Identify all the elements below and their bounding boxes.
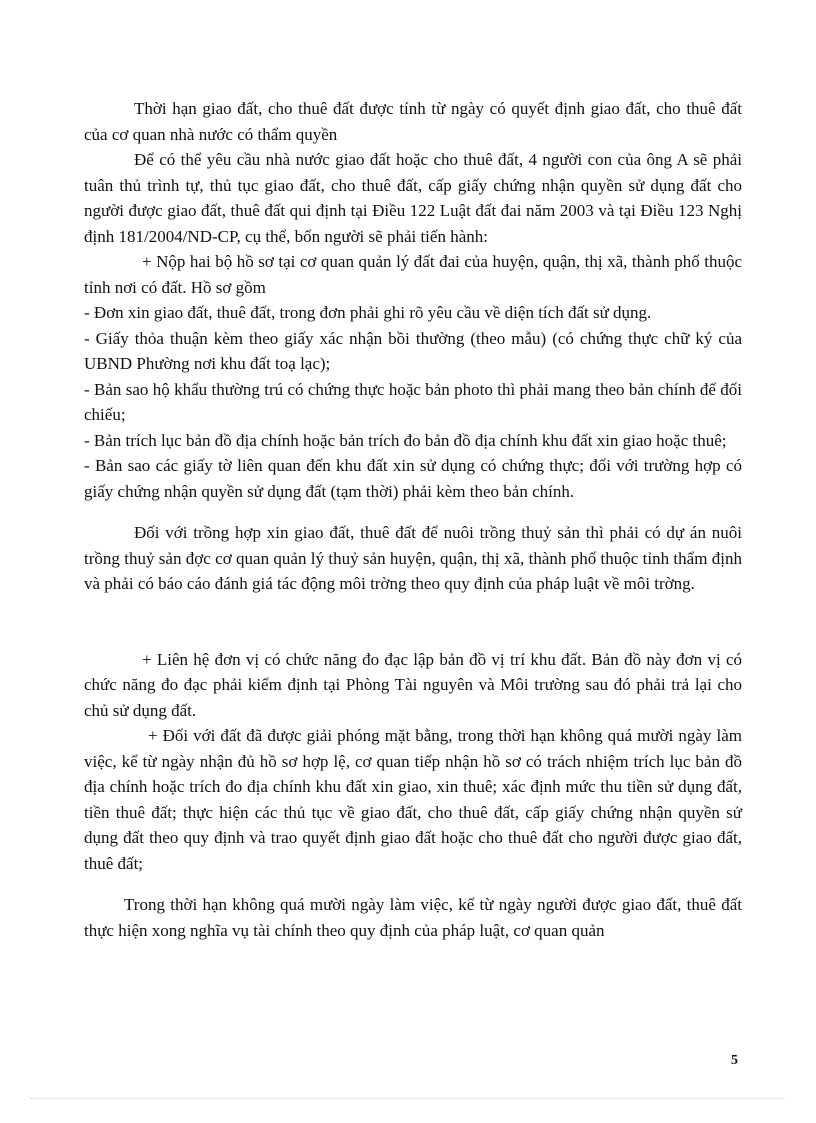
list-item-household-copy: - Bản sao hộ khẩu thường trú có chứng thực hoặc bản photo thì phải mang theo bản chính để đối chiếu; <box>84 379 742 424</box>
paragraph-procedure: Để có thể yêu cầu nhà nước giao đất hoặc cho thuê đất, 4 người con của ông A sẽ phải tuân thủ trình tự, thủ tục giao đất, cho thuê đất, cấp giấy chứng nhận quyền sử dụng đất cho người được giao đất, thuê đất qui định tại Điều 122 Luật đất đai năm 2003 và tại Điều 123 Nghị định 181/2004/ND-CP, cụ thể, bốn người sẽ phải tiến hành: <box>84 150 742 246</box>
paragraph-survey-unit: + Liên hệ đơn vị có chức năng đo đạc lập bản đồ vị trí khu đất. Bản đồ này đơn vị có chức năng đo đạc phải kiểm định tại Phòng Tài nguyên và Môi trường sau đó phải trả lại cho chủ sử dụng đất. <box>84 649 742 720</box>
footer-divider <box>30 1098 786 1099</box>
paragraph-cleared-land: + Đối với đất đã được giải phóng mặt bằng, trong thời hạn không quá mười ngày làm việc, kể từ ngày nhận đủ hồ sơ hợp lệ, cơ quan tiếp nhận hồ sơ có trách nhiệm trích lục bản đồ địa chính hoặc trích đo địa chính khu đất xin giao, xin thuê; xác định mức thu tiền sử dụng đất, tiền thuê đất; thực hiện các thủ tục về giao đất, cho thuê đất, cấp giấy chứng nhận quyền sử dụng đất theo quy định và trao quyết định giao đất hoặc cho thuê đất cho người được giao đất, thuê đất; <box>84 726 742 873</box>
list-item-land-documents: - Bản sao các giấy tờ liên quan đến khu đất xin sử dụng có chứng thực; đối với trường hợp có giấy chứng nhận quyền sử dụng đất (tạm thời) phải kèm theo bản chính. <box>84 456 742 501</box>
paragraph-aquaculture: Đối với trồng hợp xin giao đất, thuê đất để nuôi trồng thuỷ sản thì phải có dự án nuôi trồng thuỷ sản đợc cơ quan quản lý thuỷ sản huyện, quận, thị xã, thành phố thuộc tỉnh thẩm định và phải có báo cáo đánh giá tác động môi trờng theo quy định của pháp luật về môi trờng. <box>84 523 742 593</box>
document-body <box>84 96 742 943</box>
paragraph-term: Thời hạn giao đất, cho thuê đất được tính từ ngày có quyết định giao đất, cho thuê đất của cơ quan nhà nước có thẩm quyền <box>84 99 742 144</box>
paragraph-submit-dossier: + Nộp hai bộ hồ sơ tại cơ quan quản lý đất đai của huyện, quận, thị xã, thành phố thuộc tỉnh nơi có đất. Hồ sơ gồm <box>84 252 742 297</box>
list-item-application: - Đơn xin giao đất, thuê đất, trong đơn phải ghi rõ yêu cầu về diện tích đất sử dụng. <box>84 303 652 322</box>
list-item-cadastral-map: - Bản trích lục bản đồ địa chính hoặc bản trích đo bản đồ địa chính khu đất xin giao hoặc thuê; <box>84 430 727 450</box>
paragraph-time-limit: Trong thời hạn không quá mười ngày làm việc, kể từ ngày người được giao đất, thuê đất thực hiện xong nghĩa vụ tài chính theo quy định của pháp luật, cơ quan quản <box>84 895 742 940</box>
list-item-agreement: - Giấy thỏa thuận kèm theo giấy xác nhận bồi thường (theo mẫu) (có chứng thực chữ ký của UBND Phường nơi khu đất toạ lạc); <box>84 328 742 373</box>
page-number: 5 <box>731 1053 738 1068</box>
